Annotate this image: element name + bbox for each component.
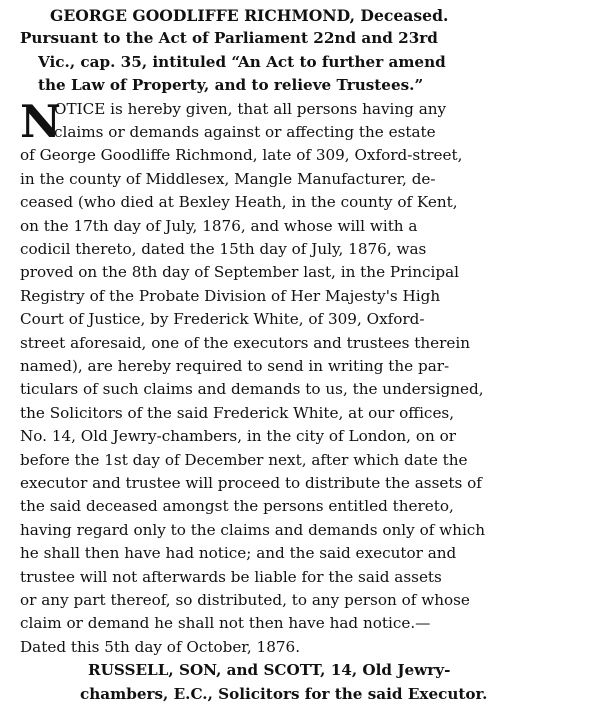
body-line: ceased (who died at Bexley Heath, in the county of Kent, — [20, 193, 458, 212]
body-line: No. 14, Old Jewry-chambers, in the city of London, on or — [20, 427, 456, 446]
body-line: the Solicitors of the said Frederick White, at our offices, — [20, 403, 455, 422]
notice-heading: GEORGE GOODLIFFE RICHMOND, Deceased. — [50, 6, 449, 25]
body-line: trustee will not afterwards be liable for the said assets — [20, 567, 442, 586]
body-line: proved on the 8th day of September last, in the Principal — [20, 263, 459, 282]
body-line: on the 17th day of July, 1876, and whose will with a — [20, 216, 418, 235]
body-line: in the county of Middlesex, Mangle Manufacturer, de- — [20, 169, 436, 188]
body-line: the said deceased amongst the persons entitled thereto, — [20, 497, 454, 516]
statute-line: the Law of Property, and to relieve Trustees.” — [38, 76, 424, 95]
body-line: named), are hereby required to send in writing the par- — [20, 357, 450, 375]
body-line: executor and trustee will proceed to distribute the assets of — [20, 474, 482, 492]
signature-line: RUSSELL, SON, and SCOTT, 14, Old Jewry- — [88, 661, 451, 680]
body-line: ticulars of such claims and demands to us, the undersigned, — [20, 380, 484, 399]
body-line: Registry of the Probate Division of Her Majesty's High — [20, 286, 441, 305]
body-line: Court of Justice, by Frederick White, of 309, Oxford- — [20, 310, 425, 329]
statute-line: Pursuant to the Act of Parliament 22nd and 23rd — [20, 29, 438, 48]
body-line: of George Goodliffe Richmond, late of 309, Oxford-street, — [20, 146, 463, 165]
signature-line: chambers, E.C., Solicitors for the said Executor. — [80, 684, 488, 703]
body-line: claims or demands against or affecting the estate — [54, 123, 436, 141]
body-line: before the 1st day of December next, after which date the — [20, 450, 468, 469]
notice-first-line: OTICE is hereby given, that all persons having any — [54, 99, 447, 118]
body-line: or any part thereof, so distributed, to any person of whose — [20, 591, 470, 609]
drop-cap: N — [20, 94, 61, 148]
dated-line: Dated this 5th day of October, 1876. — [20, 637, 301, 656]
body-line: street aforesaid, one of the executors and trustees therein — [20, 333, 470, 352]
statute-line: Vic., cap. 35, intituled “An Act to further amend — [38, 52, 446, 71]
body-line: he shall then have had notice; and the said executor and — [20, 544, 457, 563]
body-line: having regard only to the claims and demands only of which — [20, 520, 486, 539]
body-line: claim or demand he shall not then have had notice.— — [20, 614, 431, 633]
body-line: codicil thereto, dated the 15th day of July, 1876, was — [20, 240, 427, 258]
